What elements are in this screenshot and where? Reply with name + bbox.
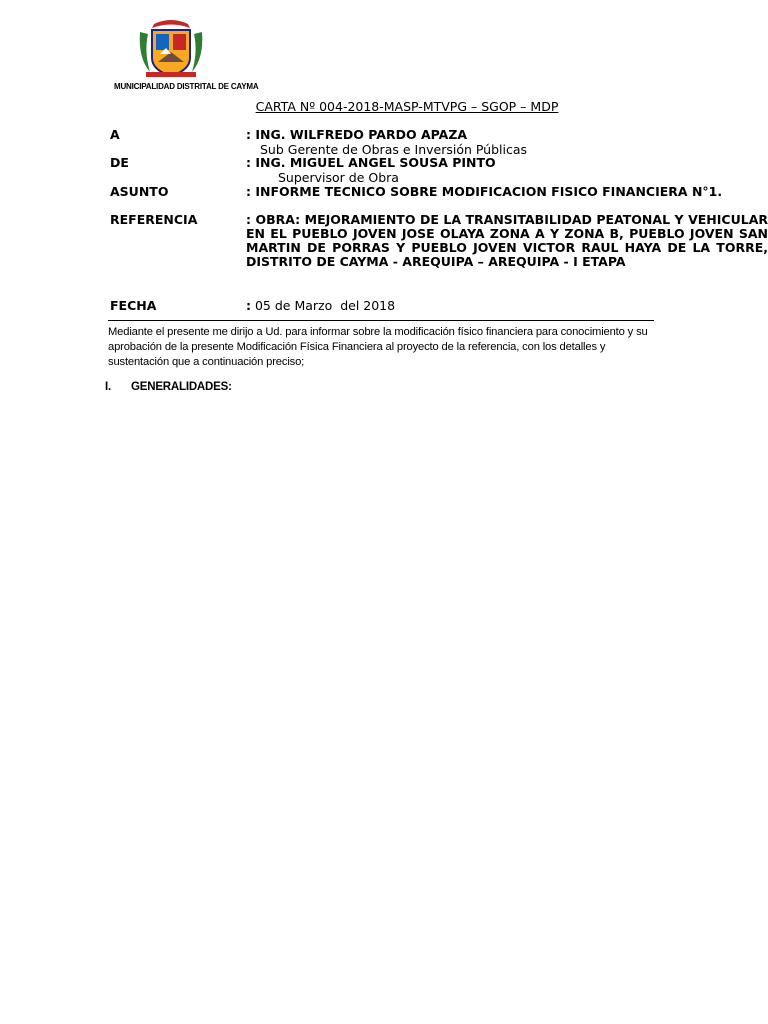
from-label: DE [110,155,129,170]
section-title: GENERALIDADES: [131,381,232,393]
to-label: A [110,127,120,142]
intro-paragraph: Mediante el presente me dirijo a Ud. para informar sobre la modificación físico financiera para conocimiento y su aprobación de la presente Modificación Física Financiera al proyecto de la referencia, con los detalles y sustentación que a continuación preciso; [108,326,648,368]
section-heading [105,381,232,393]
to-position: Sub Gerente de Obras e Inversión Públicas [260,142,528,157]
subject-label: ASUNTO [110,184,169,199]
to-value: : ING. WILFREDO PARDO APAZA [246,127,468,142]
letter-title: CARTA Nº 004-2018-MASP-MTVPG – SGOP – MDP [255,99,559,114]
reference-value: : OBRA: MEJORAMIENTO DE LA TRANSITABILIDAD PEATONAL Y VEHICULAR EN EL PUEBLO JOVEN JOSE OLAYA ZONA A Y ZONA B, PUEBLO JOVEN SAN MARTIN DE PORRAS Y PUEBLO JOVEN VICTOR RAUL HAYA DE LA TORRE, DISTRITO DE CAYMA - AREQUIPA – AREQUIPA - I ETAPA [246,212,768,269]
section-number: I. [105,381,111,393]
date-value-wrapper [246,299,768,313]
municipal-coat-of-arms-icon [136,18,206,80]
organization-name: MUNICIPALIDAD DISTRITAL DE CAYMA [114,82,259,91]
date-colon: : [246,298,251,313]
reference-label: REFERENCIA [110,212,198,227]
from-value: : ING. MIGUEL ANGEL SOUSA PINTO [246,155,496,170]
subject-value: : INFORME TECNICO SOBRE MODIFICACION FISICO FINANCIERA N°1. [246,184,723,199]
header-divider [108,320,654,321]
date-value: 05 de Marzo del 2018 [251,298,396,313]
from-position: Supervisor de Obra [278,170,399,185]
date-label: FECHA [110,298,157,313]
